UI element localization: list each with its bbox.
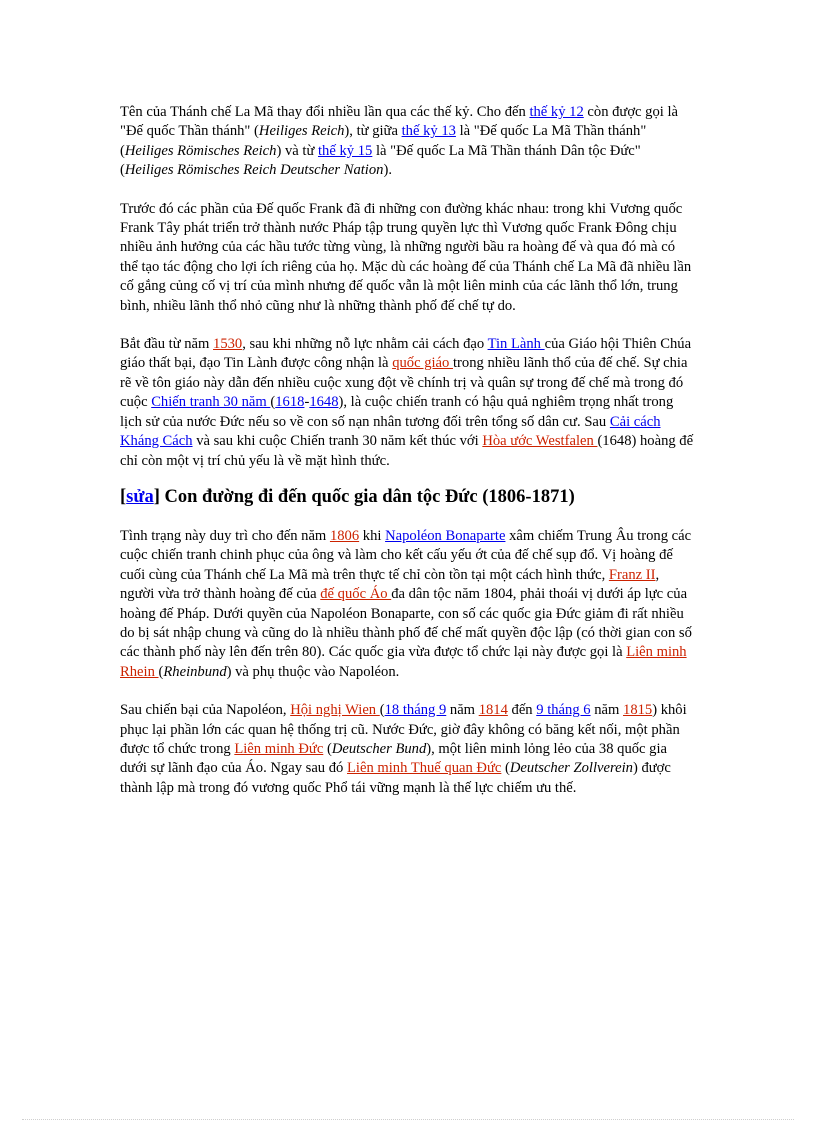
text: , người vừa trở thành hoàng đế của — [120, 566, 660, 603]
text: (1648) hoàng đế chỉ còn một vị trí chủ yếu là về mặt hình thức. — [120, 433, 694, 469]
link-austrian-empire[interactable]: đế quốc Áo — [320, 586, 392, 603]
text: và sau khi cuộc Chiến tranh 30 năm kết thúc với — [192, 433, 483, 450]
italic-term: Heiliges Römisches Reich — [124, 142, 277, 159]
link-confederation-rhine[interactable]: Liên minh Rhein — [120, 644, 687, 680]
text: Tên của Thánh chế La Mã thay đổi nhiều lần qua các thế kỷ. Cho đến — [120, 104, 530, 120]
text: năm — [590, 702, 624, 719]
link-13th-century[interactable]: thế kỷ 13 — [401, 123, 456, 140]
italic-term: Deutscher Bund — [331, 740, 427, 757]
text: Bắt đầu từ năm — [120, 336, 214, 353]
link-1618[interactable]: 1618 — [275, 394, 305, 411]
text: ) khôi phục lại phần lớn các quan hệ thống trị cũ. Nước Đức, giờ đây không có băng kết nối, một phần được tổ chức trong — [120, 702, 687, 757]
link-german-confederation[interactable]: Liên minh Đức — [234, 740, 324, 757]
link-peace-of-westphalia[interactable]: Hòa ước Westfalen — [482, 433, 598, 450]
text: ( — [379, 702, 385, 719]
paragraph-frankish-kingdoms: Trước đó các phần của Đế quốc Frank đã đi những con đường khác nhau: trong khi Vương quốc Frank Tây phát triển trở thành nước Pháp tập trung quyền lực thì Vương quốc Frank Đông chịu nhiều ảnh hưởng của các hầu tước từng vùng, là những người bầu ra hoàng đế và qua đó mà có thể tạo tác động cho lợi ích riêng của họ. Mặc dù các hoàng đế của Thánh chế La Mã đã nhiều lần cố gắng củng cố vị trí của mình nhưng đế quốc vẫn là một liên minh của các lãnh thổ lớn, trung bình, nhiều lãnh thổ nhỏ cũng như là những thành phố đế chế tự do. — [120, 200, 692, 314]
text: là "Đế quốc La Mã Thần thánh" ( — [120, 123, 647, 159]
text: trong nhiều lãnh thổ của đế chế. Sự chia rẽ về tôn giáo này dẫn đến nhiều cuộc xung đột về chính trị và quân sự trong đế chế mà trong đó cuộc — [120, 355, 688, 411]
text: ) được thành lập mà trong đó vương quốc Phổ tái vững mạnh là thế lực chiếm ưu thế. — [120, 760, 671, 796]
italic-term: Rheinbund — [163, 663, 227, 680]
link-1806[interactable]: 1806 — [329, 527, 360, 544]
text: ), là cuộc chiến tranh có hậu quả nghiêm trọng nhất trong lịch sử của nước Đức nếu so về con số nạn nhân tương đối trên tổng số dân cư. Sau — [120, 394, 674, 430]
link-15th-century[interactable]: thế kỷ 15 — [318, 142, 373, 159]
italic-term: Heiliges Reich — [258, 123, 345, 140]
link-9-june[interactable]: 9 tháng 6 — [536, 702, 591, 719]
text: ). — [383, 162, 392, 179]
link-congress-of-vienna[interactable]: Hội nghị Wien — [290, 702, 380, 719]
text: ) và phụ thuộc vào Napoléon. — [226, 663, 400, 680]
italic-term: Heiliges Römisches Reich Deutscher Nation — [124, 162, 384, 179]
link-franz-ii[interactable]: Franz II — [608, 566, 656, 583]
page-bottom-divider — [22, 1119, 794, 1120]
text: năm — [446, 702, 479, 719]
text: của Giáo hội Thiên Chúa giáo thất bại, đạo Tin Lành được công nhận là — [120, 336, 692, 372]
paragraph-congress-vienna — [120, 701, 696, 798]
italic-term: Deutscher Zollverein — [509, 760, 633, 777]
text: - — [304, 394, 310, 411]
text: đến — [507, 702, 537, 719]
text: Sau chiến bại của Napoléon, — [120, 702, 291, 719]
text: còn được gọi là "Đế quốc Thần thánh" ( — [120, 104, 679, 140]
document-page — [120, 103, 696, 798]
section-title: Con đường đi đến quốc gia dân tộc Đức (1806-1871) — [159, 486, 575, 507]
paragraph-napoleon — [120, 527, 696, 682]
text: ), một liên minh lỏng lẻo của 38 quốc gia dưới sự lãnh đạo của Áo. Ngay sau đó — [120, 740, 667, 777]
link-thirty-years-war[interactable]: Chiến tranh 30 năm — [151, 394, 271, 411]
text: khi — [359, 527, 386, 544]
link-quoc-giao[interactable]: quốc giáo — [392, 355, 453, 372]
paragraph-name-history — [120, 103, 696, 181]
link-tin-lanh[interactable]: Tin Lành — [487, 336, 545, 353]
edit-bracket: ] — [153, 486, 160, 507]
link-12th-century[interactable]: thế kỷ 12 — [529, 104, 584, 120]
edit-section-link[interactable]: sửa — [126, 486, 154, 507]
paragraph-reformation — [120, 335, 696, 471]
link-1815[interactable]: 1815 — [623, 702, 653, 719]
link-1814[interactable]: 1814 — [478, 702, 508, 719]
text: ( — [323, 740, 332, 757]
text: ( — [158, 663, 164, 680]
text: ), từ giữa — [344, 123, 402, 140]
text: ( — [501, 760, 510, 777]
link-1648[interactable]: 1648 — [309, 394, 339, 411]
edit-bracket: [ — [120, 486, 127, 507]
text: Tình trạng này duy trì cho đến năm — [120, 527, 330, 544]
link-18-september[interactable]: 18 tháng 9 — [384, 702, 447, 719]
section-heading — [120, 485, 696, 509]
link-napoleon-bonaparte[interactable]: Napoléon Bonaparte — [385, 527, 506, 544]
text: , sau khi những nỗ lực nhằm cải cách đạo — [242, 336, 488, 353]
text: ( — [270, 394, 276, 411]
text: ) và từ — [276, 142, 318, 159]
text: là "Đế quốc La Mã Thần thánh Dân tộc Đức" ( — [120, 142, 641, 179]
link-counter-reformation[interactable]: Cải cách Kháng Cách — [120, 413, 661, 450]
link-zollverein[interactable]: Liên minh Thuế quan Đức — [347, 760, 502, 777]
text: xâm chiếm Trung Âu trong các cuộc chiến tranh chinh phục của ông và làm cho kết cấu yếu ớt của đế chế sụp đổ. Vị hoàng đế cuối cùng của Thánh chế La Mã mà trên thực tế chỉ còn tồn tại một cách hình thức, — [120, 527, 692, 583]
text: đa dân tộc năm 1804, phải thoái vị dưới áp lực của hoàng đế Pháp. Dưới quyền của Napoléon Bonaparte, con số các quốc gia Đức giảm đi rất nhiều do bị sát nhập chung và cũng do là nhiều thành phố đế chế mất quyền độc lập (có thời gian con số các thành phố này lên đến trên 80). Các quốc gia vừa được tổ chức lại này được gọi là — [120, 586, 692, 661]
link-1530[interactable]: 1530 — [213, 336, 243, 353]
